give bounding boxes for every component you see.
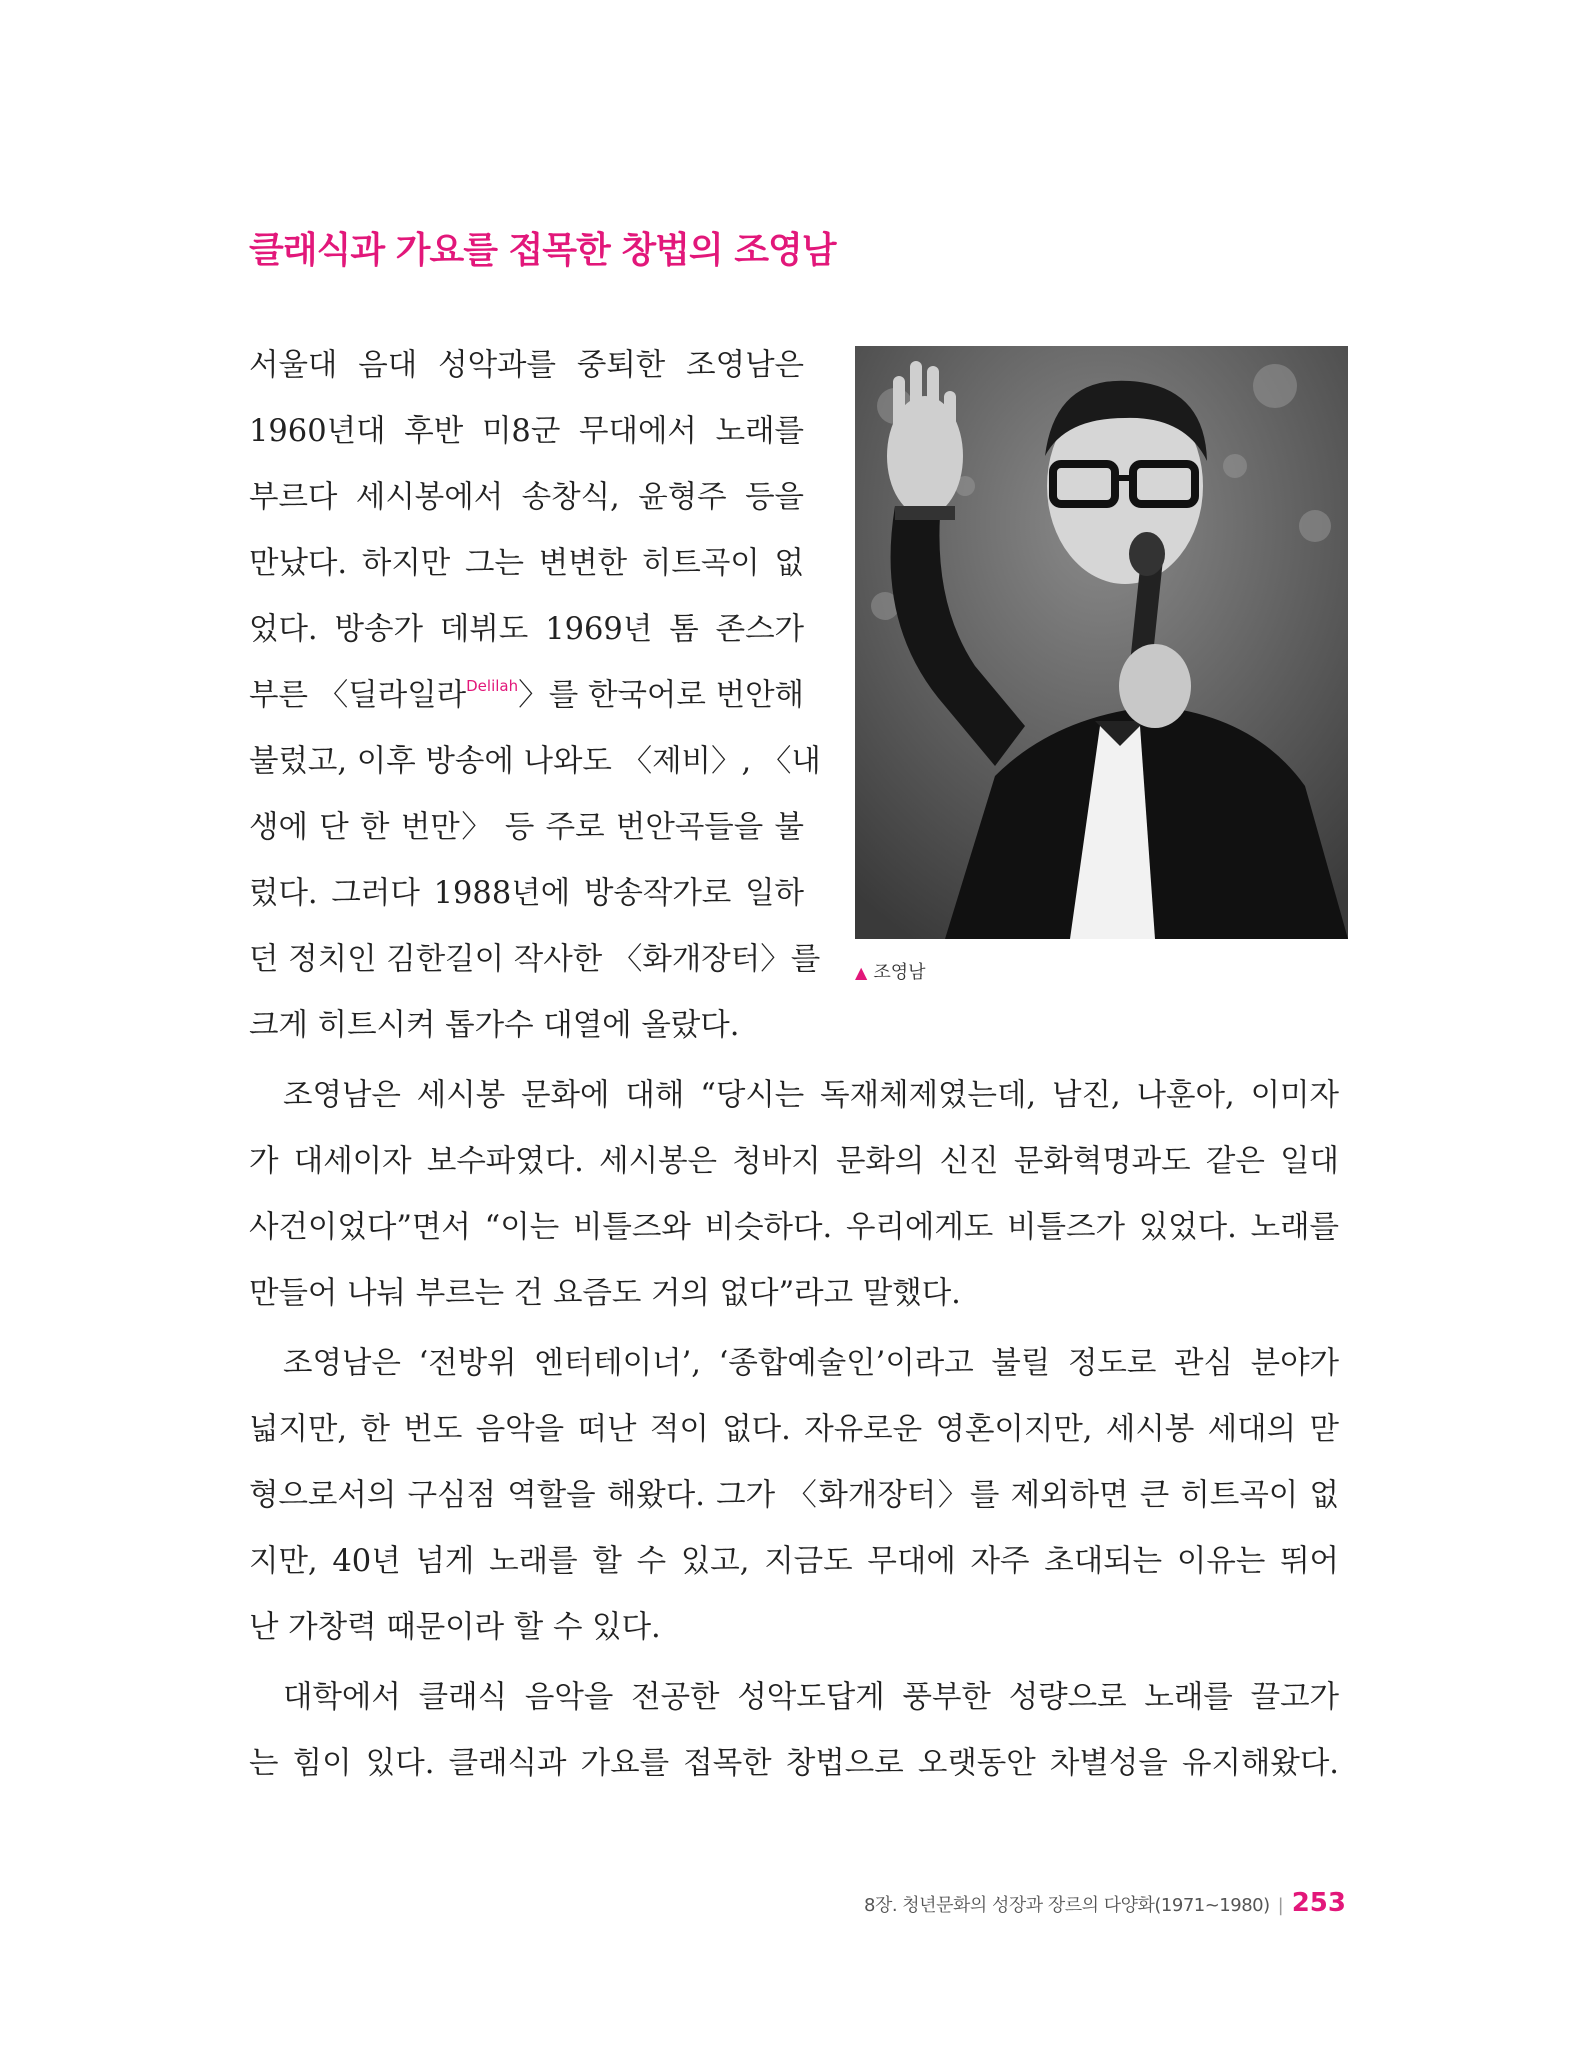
paragraph3-line: 넓지만, 한 번도 음악을 떠난 적이 없다. 자유로운 영혼이지만, 세시봉 세대의 맏	[249, 1412, 1339, 1447]
footer-separator: |	[1277, 1895, 1284, 1916]
paragraph1-line-with-annotation	[249, 670, 804, 714]
section-heading: 클래식과 가요를 접목한 창법의 조영남	[249, 230, 836, 271]
triangle-marker-icon: ▲	[855, 963, 868, 982]
paragraph3-line: 조영남은 ‘전방위 엔터테이너’, ‘종합예술인’이라고 불릴 정도로 관심 분야가	[283, 1346, 1339, 1381]
paragraph2-line: 만들어 나눠 부르는 건 요즘도 거의 없다”라고 말했다.	[249, 1276, 961, 1311]
page-footer	[864, 1888, 1346, 1918]
paragraph1-line: 만났다. 하지만 그는 변변한 히트곡이 없	[249, 546, 804, 581]
paragraph2-line: 조영남은 세시봉 문화에 대해 “당시는 독재체제였는데, 남진, 나훈아, 이미자	[283, 1078, 1339, 1113]
original-title-annotation: Delilah	[466, 677, 519, 695]
paragraph1-line: 부르다 세시봉에서 송창식, 윤형주 등을	[249, 480, 804, 515]
paragraph1-line: 서울대 음대 성악과를 중퇴한 조영남은	[249, 348, 804, 383]
chapter-title: 8장. 청년문화의 성장과 장르의 다양화(1971~1980)	[864, 1895, 1270, 1916]
paragraph3-line: 난 가창력 때문이라 할 수 있다.	[249, 1610, 661, 1645]
paragraph1-line: 1960년대 후반 미8군 무대에서 노래를	[249, 414, 804, 449]
text-run: 부른 〈딜라일라	[249, 678, 467, 713]
paragraph3-line: 지만, 40년 넘게 노래를 할 수 있고, 지금도 무대에 자주 초대되는 이유는 뛰어	[249, 1544, 1339, 1579]
caption-text: 조영남	[873, 962, 926, 983]
paragraph1-line: 렀다. 그러다 1988년에 방송작가로 일하	[249, 876, 804, 911]
paragraph3-line: 형으로서의 구심점 역할을 해왔다. 그가 〈화개장터〉를 제외하면 큰 히트곡이 없	[249, 1478, 1339, 1513]
paragraph4-line: 대학에서 클래식 음악을 전공한 성악도답게 풍부한 성량으로 노래를 끌고가	[283, 1680, 1339, 1715]
paragraph4-line: 는 힘이 있다. 클래식과 가요를 접목한 창법으로 오랫동안 차별성을 유지해왔다.	[249, 1746, 1339, 1781]
paragraph1-line: 었다. 방송가 데뷔도 1969년 톰 존스가	[249, 612, 804, 647]
paragraph1-line: 크게 히트시켜 톱가수 대열에 올랐다.	[249, 1008, 740, 1043]
paragraph1-line: 불렀고, 이후 방송에 나와도 〈제비〉, 〈내	[249, 744, 821, 779]
text-run: 〉를 한국어로 번안해	[518, 678, 804, 713]
photo-caption	[855, 958, 925, 984]
paragraph1-line: 생에 단 한 번만〉 등 주로 번안곡들을 불	[249, 810, 804, 845]
paragraph2-line: 사건이었다”면서 “이는 비틀즈와 비슷하다. 우리에게도 비틀즈가 있었다. 노래를	[249, 1210, 1339, 1245]
page-number: 253	[1291, 1888, 1346, 1918]
paragraph1-line: 던 정치인 김한길이 작사한 〈화개장터〉를	[249, 942, 821, 977]
paragraph2-line: 가 대세이자 보수파였다. 세시봉은 청바지 문화의 신진 문화혁명과도 같은 일대	[249, 1144, 1339, 1179]
singer-photo	[855, 346, 1348, 939]
